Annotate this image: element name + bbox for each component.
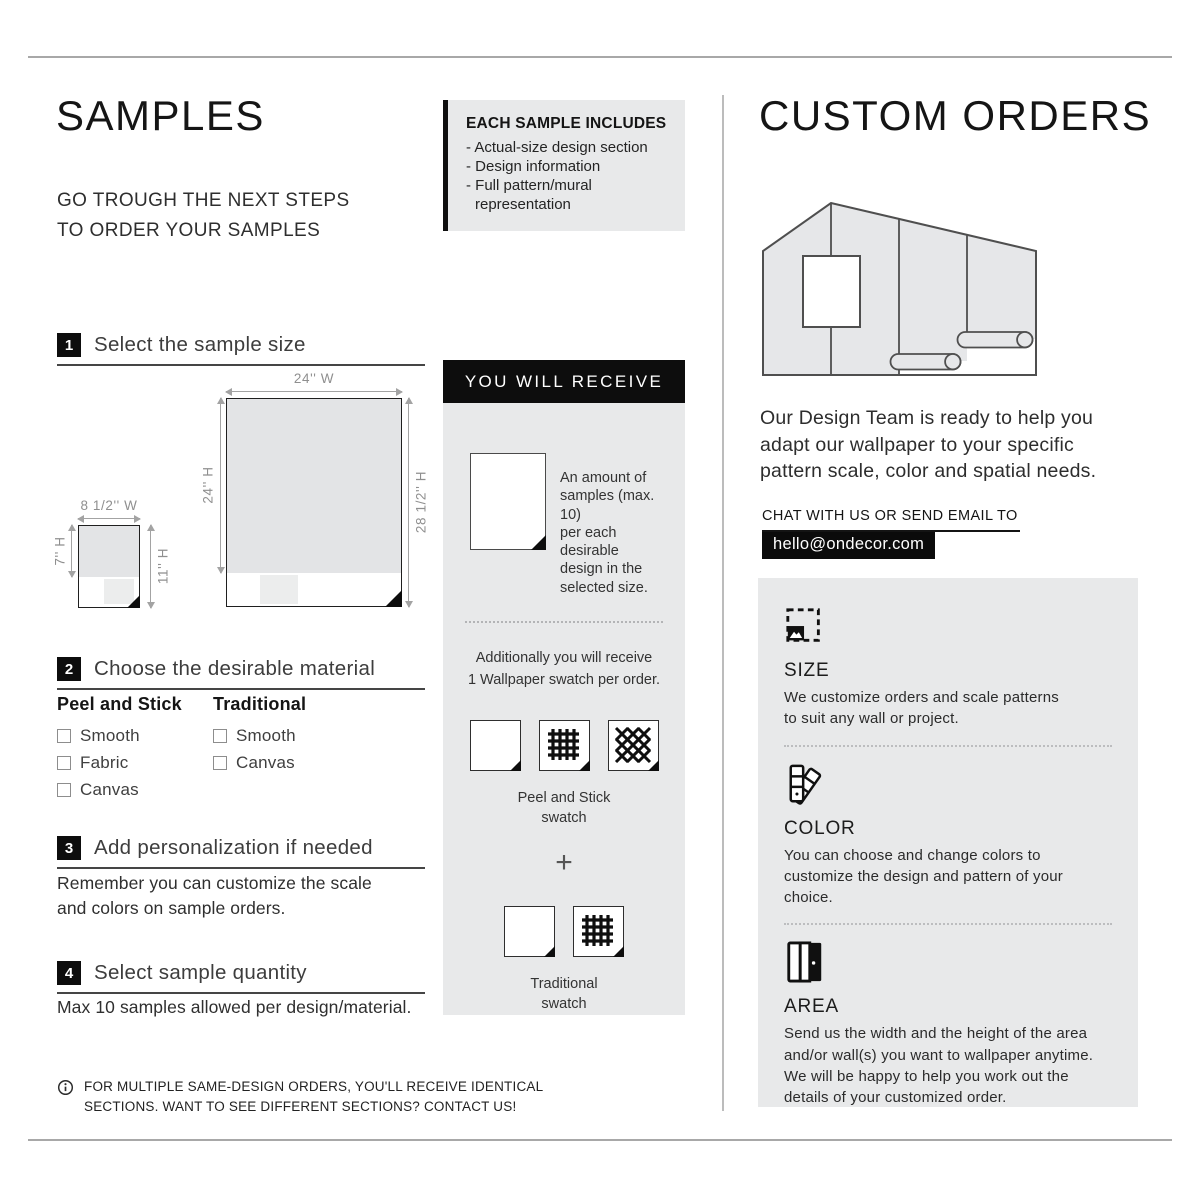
folded-corner-icon [544,946,555,957]
large-design-height-label: 24'' H [200,466,216,504]
traditional-swatch-label: Traditional swatch [530,976,598,1013]
step-3-header [57,836,425,869]
large-sample-inner-square [260,575,298,604]
feature-name-color: COLOR [784,817,856,839]
dotted-divider [784,745,1112,747]
traditional-title: Traditional [213,694,307,714]
folded-corner-icon [579,760,590,771]
folded-corner-icon [127,595,140,608]
step-1-number: 1 [57,333,81,357]
step-4-header [57,961,425,994]
large-design-height-dim-line [220,398,221,573]
step-3-description: Remember you can customize the scale and colors on sample orders. [57,873,372,918]
wall-panels-icon [784,940,826,984]
checkbox[interactable] [213,729,227,743]
house-illustration [762,202,1038,384]
step-2-header [57,657,425,690]
samples-title: SAMPLES [56,92,265,139]
sample-amount-text: An amount of samples (max. 10) per each desirable design in the selected size. [560,470,655,596]
includes-items: - Actual-size design section - Design information - Full pattern/mural representation [466,138,671,214]
custom-orders-title: CUSTOM ORDERS [759,92,1152,139]
color-swatch-fan-icon [784,762,830,806]
each-sample-includes-box [443,100,685,231]
swatch-crosshatch [608,720,659,771]
step-4-number: 4 [57,961,81,985]
step-2-title: Choose the desirable material [94,657,376,680]
checkbox[interactable] [57,729,71,743]
traditional-swatch-row [461,906,667,957]
peel-and-stick-title: Peel and Stick [57,694,182,714]
dotted-divider [465,621,663,623]
small-width-dim-line [78,518,140,519]
receive-header: YOU WILL RECEIVE [443,360,685,403]
option-label: Fabric [80,752,129,772]
traditional-column [213,694,425,806]
footnote-text: FOR MULTIPLE SAME-DESIGN ORDERS, YOU'LL RECEIVE IDENTICAL SECTIONS. WANT TO SEE DIFFERENT SECTIONS? CONTACT US! [84,1079,544,1114]
large-width-dim-line [226,391,402,392]
folded-corner-icon [531,535,546,550]
small-width-label: 8 1/2'' W [80,498,138,513]
size-crop-image-icon [784,606,826,648]
option-label: Smooth [236,726,296,745]
material-options [57,694,425,806]
contact-block [762,507,1020,559]
samples-subtitle: GO TROUGH THE NEXT STEPS TO ORDER YOUR SAMPLES [57,190,350,242]
swatch-grid [573,906,624,957]
step-2-number: 2 [57,657,81,681]
small-total-height-dim-line [150,525,151,608]
design-team-intro: Our Design Team is ready to help you adapt our wallpaper to your specific pattern scale, color and spatial needs. [760,407,1097,483]
peel-swatch-row [461,720,667,771]
receive-body [443,453,685,1015]
you-will-receive-panel [443,360,685,1015]
option-traditional-smooth [213,725,425,748]
swatch-blank [504,906,555,957]
email-badge[interactable]: hello@ondecor.com [762,532,935,559]
swatch-blank [470,720,521,771]
option-label: Smooth [80,726,140,745]
checkbox[interactable] [57,756,71,770]
large-width-label: 24'' W [293,371,335,386]
folded-corner-icon [385,590,402,607]
footnote [57,1077,543,1116]
peel-swatch-label: Peel and Stick swatch [517,790,611,826]
option-label: Canvas [236,752,295,772]
sample-sheet-row [461,453,667,597]
dotted-divider [784,923,1112,925]
step-1-title: Select the sample size [94,333,306,356]
checkbox[interactable] [213,756,227,770]
step-3-title: Add personalization if needed [94,836,373,859]
sample-sheet-icon [470,453,546,550]
folded-corner-icon [510,760,521,771]
option-peel-canvas [57,779,213,802]
info-icon [57,1079,74,1096]
chat-label: CHAT WITH US OR SEND EMAIL TO [762,508,1020,532]
step-1-header [57,333,425,366]
small-design-height-dim-line [71,525,72,577]
small-sample-diagram [78,525,140,608]
feature-name-area: AREA [784,996,839,1018]
includes-title: EACH SAMPLE INCLUDES [466,115,667,132]
plus-sign: + [555,846,573,880]
large-sample-diagram [226,398,402,607]
top-rule [28,56,1172,58]
folded-corner-icon [613,946,624,957]
additional-swatch-text: Additionally you will receive 1 Wallpaper swatch per order. [467,649,661,688]
peel-and-stick-column [57,694,213,806]
feature-name-size: SIZE [784,660,830,681]
bottom-rule [28,1139,1172,1141]
folded-corner-icon [648,760,659,771]
option-traditional-canvas [213,752,425,775]
small-sample-design-area [79,526,139,577]
small-total-height-label: 11'' H [155,547,171,585]
option-peel-fabric [57,752,213,775]
swatch-grid [539,720,590,771]
option-peel-smooth [57,725,213,748]
step-4-title: Select sample quantity [94,961,307,984]
wallpapered-wall-icon [762,202,1038,379]
large-sample-design-area [227,399,401,573]
column-divider [722,95,724,1111]
step-4-description: Max 10 samples allowed per design/material. [57,997,412,1017]
feature-text-size: We customize orders and scale patterns to suit any wall or project. [784,689,1059,728]
customization-features-panel [758,578,1138,1107]
option-label: Canvas [80,779,139,799]
feature-text-color: You can choose and change colors to customize the design and pattern of your choice. [784,846,1063,907]
checkbox[interactable] [57,783,71,797]
sample-size-diagram [52,370,429,620]
feature-text-area: Send us the width and the height of the area and/or wall(s) you want to wallpaper anytime. We will be happy to help you work out the details of your customized order. [784,1025,1094,1107]
large-total-height-label: 28 1/2'' H [413,470,429,534]
small-design-height-label: 7'' H [52,536,68,566]
step-3-number: 3 [57,836,81,860]
large-total-height-dim-line [408,398,409,607]
